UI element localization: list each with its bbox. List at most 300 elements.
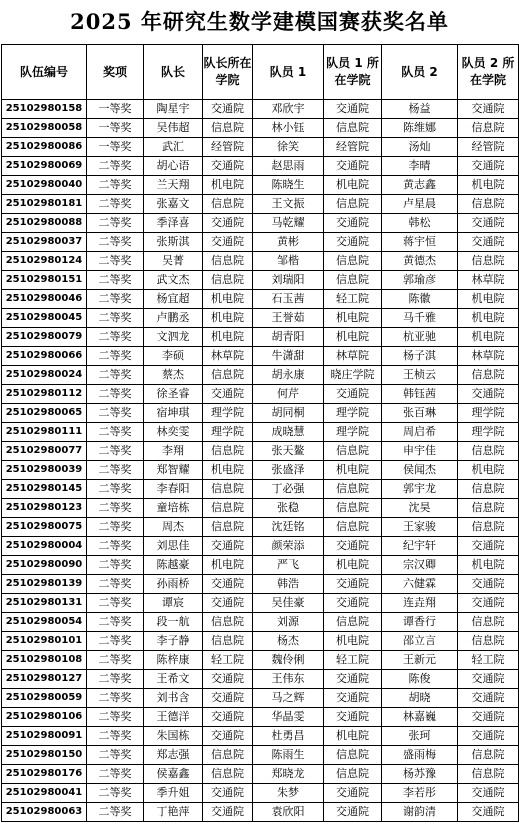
member2-cell: 陈维娜 [382,119,458,138]
member1-college-cell: 交通院 [324,233,382,252]
team-id-cell: 25102980090 [2,556,87,575]
team-id-cell: 25102980069 [2,157,87,176]
team-id-cell: 25102980091 [2,727,87,746]
member2-cell: 李若彤 [382,784,458,803]
member1-cell: 吴佳豪 [253,594,324,613]
captain-college-cell: 交通院 [203,689,253,708]
team-id-cell: 25102980075 [2,518,87,537]
member1-college-cell: 信息院 [324,613,382,632]
captain-cell: 谭宸 [144,594,203,613]
member1-college-cell: 交通院 [324,100,382,119]
team-id-cell: 25102980145 [2,480,87,499]
member1-college-cell: 交通院 [324,689,382,708]
member1-cell: 张天鳌 [253,442,324,461]
member1-cell: 袁欣阳 [253,803,324,822]
captain-cell: 文泗龙 [144,328,203,347]
member2-college-cell: 交通院 [458,100,519,119]
member2-cell: 张百琳 [382,404,458,423]
award-cell: 二等奖 [87,366,144,385]
table-row [2,328,519,347]
member1-college-cell: 信息院 [324,271,382,290]
table-row [2,556,519,575]
captain-cell: 吴菁 [144,252,203,271]
team-id-cell: 25102980077 [2,442,87,461]
member1-cell: 林小钰 [253,119,324,138]
member2-college-cell: 机电院 [458,461,519,480]
member2-college-cell: 交通院 [458,233,519,252]
table-row [2,404,519,423]
member1-cell: 黄彬 [253,233,324,252]
captain-college-cell: 交通院 [203,157,253,176]
award-cell: 二等奖 [87,708,144,727]
member1-college-cell: 信息院 [324,252,382,271]
member1-cell: 徐笑 [253,138,324,157]
table-row [2,613,519,632]
member2-cell: 郭宇龙 [382,480,458,499]
member2-college-cell: 信息院 [458,613,519,632]
member1-college-cell: 交通院 [324,385,382,404]
captain-college-cell: 交通院 [203,708,253,727]
member2-cell: 杨苏豫 [382,765,458,784]
team-id-cell: 25102980066 [2,347,87,366]
member2-college-cell: 交通院 [458,385,519,404]
member2-cell: 杨子淇 [382,347,458,366]
member1-college-cell: 信息院 [324,518,382,537]
member2-cell: 纪宇轩 [382,537,458,556]
member2-college-cell: 机电院 [458,290,519,309]
captain-cell: 朱国栋 [144,727,203,746]
member2-cell: 陈徽 [382,290,458,309]
captain-cell: 张斯淇 [144,233,203,252]
captain-college-cell: 林草院 [203,347,253,366]
captain-cell: 童培栋 [144,499,203,518]
captain-college-cell: 信息院 [203,480,253,499]
captain-cell: 刘书含 [144,689,203,708]
captain-cell: 武文杰 [144,271,203,290]
member2-cell: 谭香行 [382,613,458,632]
table-row [2,499,519,518]
award-cell: 二等奖 [87,309,144,328]
captain-cell: 郑智耀 [144,461,203,480]
member2-cell: 侯闻杰 [382,461,458,480]
member1-cell: 沈廷铭 [253,518,324,537]
member1-cell: 陈晓生 [253,176,324,195]
member2-college-cell: 信息院 [458,442,519,461]
member1-college-cell: 机电院 [324,632,382,651]
member1-cell: 杜勇昌 [253,727,324,746]
table-row [2,746,519,765]
award-cell: 二等奖 [87,556,144,575]
captain-cell: 杨宜超 [144,290,203,309]
member1-college-cell: 机电院 [324,461,382,480]
table-row [2,803,519,822]
table-row [2,708,519,727]
award-cell: 二等奖 [87,328,144,347]
member1-cell: 胡永康 [253,366,324,385]
member1-cell: 严飞 [253,556,324,575]
award-cell: 二等奖 [87,632,144,651]
captain-college-cell: 交通院 [203,100,253,119]
table-row [2,423,519,442]
table-row [2,594,519,613]
team-id-cell: 25102980112 [2,385,87,404]
member1-cell: 陈雨生 [253,746,324,765]
captain-cell: 蔡杰 [144,366,203,385]
table-row [2,271,519,290]
member1-college-cell: 信息院 [324,746,382,765]
member2-college-cell: 交通院 [458,157,519,176]
member1-college-cell: 信息院 [324,480,382,499]
member2-cell: 郭瑜彦 [382,271,458,290]
award-cell: 二等奖 [87,176,144,195]
member2-cell: 谢韵清 [382,803,458,822]
team-id-cell: 25102980086 [2,138,87,157]
member1-cell: 颜荣添 [253,537,324,556]
member1-cell: 刘源 [253,613,324,632]
captain-college-cell: 交通院 [203,575,253,594]
award-cell: 二等奖 [87,214,144,233]
member2-college-cell: 轻工院 [458,651,519,670]
member2-cell: 王家骏 [382,518,458,537]
captain-cell: 侯嘉鑫 [144,765,203,784]
member2-college-cell: 交通院 [458,784,519,803]
table-row [2,765,519,784]
member1-cell: 王伟东 [253,670,324,689]
team-id-cell: 25102980108 [2,651,87,670]
award-cell: 二等奖 [87,499,144,518]
member1-cell: 王誉茹 [253,309,324,328]
captain-college-cell: 交通院 [203,233,253,252]
member1-college-cell: 交通院 [324,157,382,176]
header-team-id: 队伍编号 [2,45,87,100]
captain-college-cell: 信息院 [203,252,253,271]
captain-college-cell: 机电院 [203,461,253,480]
captain-cell: 林奕雯 [144,423,203,442]
member2-cell: 杨益 [382,100,458,119]
member2-cell: 杭亚驰 [382,328,458,347]
team-id-cell: 25102980124 [2,252,87,271]
team-id-cell: 25102980040 [2,176,87,195]
member2-cell: 陈俊 [382,670,458,689]
captain-cell: 丁艳萍 [144,803,203,822]
table-row [2,347,519,366]
captain-cell: 李春阳 [144,480,203,499]
team-id-cell: 25102980054 [2,613,87,632]
member1-college-cell: 信息院 [324,765,382,784]
member1-college-cell: 交通院 [324,214,382,233]
member2-cell: 韩钰茜 [382,385,458,404]
team-id-cell: 25102980045 [2,309,87,328]
member2-college-cell: 机电院 [458,309,519,328]
member2-cell: 张珂 [382,727,458,746]
captain-college-cell: 交通院 [203,727,253,746]
member2-college-cell: 理学院 [458,423,519,442]
captain-college-cell: 信息院 [203,613,253,632]
captain-college-cell: 理学院 [203,404,253,423]
member2-cell: 林嘉巍 [382,708,458,727]
member1-college-cell: 交通院 [324,784,382,803]
member1-college-cell: 理学院 [324,423,382,442]
member1-cell: 邹楷 [253,252,324,271]
member2-college-cell: 信息院 [458,366,519,385]
table-row [2,518,519,537]
member2-cell: 周启希 [382,423,458,442]
table-row [2,632,519,651]
member1-college-cell: 信息院 [324,442,382,461]
captain-college-cell: 信息院 [203,119,253,138]
member2-cell: 黄德杰 [382,252,458,271]
captain-college-cell: 机电院 [203,328,253,347]
team-id-cell: 25102980106 [2,708,87,727]
header-captain-college: 队长所在学院 [203,45,253,100]
team-id-cell: 25102980176 [2,765,87,784]
award-table [1,44,519,822]
team-id-cell: 25102980088 [2,214,87,233]
table-row [2,727,519,746]
captain-cell: 李翔 [144,442,203,461]
member2-cell: 卢星晨 [382,195,458,214]
captain-college-cell: 交通院 [203,803,253,822]
table-row [2,157,519,176]
header-member1: 队员 1 [253,45,324,100]
team-id-cell: 25102980181 [2,195,87,214]
captain-cell: 兰天翔 [144,176,203,195]
table-row [2,309,519,328]
captain-college-cell: 信息院 [203,442,253,461]
table-row [2,385,519,404]
member1-cell: 马乾耀 [253,214,324,233]
table-body [2,100,519,822]
team-id-cell: 25102980150 [2,746,87,765]
member2-cell: 沈昊 [382,499,458,518]
team-id-cell: 25102980158 [2,100,87,119]
header-member2-college: 队员 2 所在学院 [458,45,519,100]
member1-cell: 朱梦 [253,784,324,803]
member2-college-cell: 信息院 [458,499,519,518]
captain-college-cell: 机电院 [203,290,253,309]
team-id-cell: 25102980101 [2,632,87,651]
captain-college-cell: 理学院 [203,423,253,442]
member1-cell: 郑晓龙 [253,765,324,784]
member2-cell: 黄志鑫 [382,176,458,195]
member2-college-cell: 交通院 [458,537,519,556]
table-row [2,575,519,594]
captain-college-cell: 交通院 [203,594,253,613]
table-row [2,138,519,157]
captain-college-cell: 交通院 [203,385,253,404]
award-cell: 二等奖 [87,575,144,594]
captain-college-cell: 交通院 [203,214,253,233]
member2-college-cell: 交通院 [458,670,519,689]
captain-cell: 李子静 [144,632,203,651]
captain-cell: 王德洋 [144,708,203,727]
captain-college-cell: 轻工院 [203,651,253,670]
member2-cell: 六健霖 [382,575,458,594]
member2-cell: 申宇佳 [382,442,458,461]
member1-college-cell: 轻工院 [324,290,382,309]
member1-college-cell: 信息院 [324,195,382,214]
captain-college-cell: 机电院 [203,556,253,575]
member2-cell: 王新元 [382,651,458,670]
member1-cell: 胡同桐 [253,404,324,423]
team-id-cell: 25102980151 [2,271,87,290]
team-id-cell: 25102980111 [2,423,87,442]
captain-cell: 张嘉文 [144,195,203,214]
team-id-cell: 25102980059 [2,689,87,708]
captain-cell: 郑志强 [144,746,203,765]
award-cell: 二等奖 [87,461,144,480]
captain-college-cell: 机电院 [203,176,253,195]
member2-college-cell: 交通院 [458,214,519,233]
table-row [2,290,519,309]
captain-cell: 季泽喜 [144,214,203,233]
table-row [2,784,519,803]
captain-college-cell: 信息院 [203,632,253,651]
team-id-cell: 25102980139 [2,575,87,594]
member1-college-cell: 交通院 [324,708,382,727]
table-row [2,233,519,252]
member2-cell: 胡晓 [382,689,458,708]
captain-cell: 卢鹏丞 [144,309,203,328]
member1-cell: 张稳 [253,499,324,518]
captain-college-cell: 信息院 [203,765,253,784]
award-cell: 二等奖 [87,195,144,214]
member1-college-cell: 机电院 [324,309,382,328]
table-row [2,537,519,556]
member1-college-cell: 晓庄学院 [324,366,382,385]
table-row [2,461,519,480]
member1-college-cell: 交通院 [324,670,382,689]
table-row [2,651,519,670]
team-id-cell: 25102980024 [2,366,87,385]
award-cell: 二等奖 [87,385,144,404]
member1-cell: 韩浩 [253,575,324,594]
captain-cell: 周杰 [144,518,203,537]
member1-cell: 丁必强 [253,480,324,499]
member1-college-cell: 交通院 [324,594,382,613]
table-row [2,252,519,271]
member1-cell: 杨杰 [253,632,324,651]
award-cell: 一等奖 [87,100,144,119]
captain-cell: 陈梓康 [144,651,203,670]
table-row [2,195,519,214]
award-cell: 二等奖 [87,518,144,537]
member1-college-cell: 机电院 [324,176,382,195]
member2-college-cell: 机电院 [458,556,519,575]
table-row [2,480,519,499]
member1-college-cell: 经管院 [324,138,382,157]
member2-college-cell: 交通院 [458,727,519,746]
table-row [2,689,519,708]
captain-cell: 王希文 [144,670,203,689]
header-member1-college: 队员 1 所在学院 [324,45,382,100]
member2-college-cell: 交通院 [458,689,519,708]
captain-cell: 吴伟超 [144,119,203,138]
captain-college-cell: 信息院 [203,746,253,765]
captain-cell: 季升姐 [144,784,203,803]
award-cell: 二等奖 [87,765,144,784]
captain-college-cell: 交通院 [203,537,253,556]
captain-cell: 武汇 [144,138,203,157]
member1-college-cell: 机电院 [324,328,382,347]
award-cell: 二等奖 [87,442,144,461]
team-id-cell: 25102980041 [2,784,87,803]
award-cell: 二等奖 [87,651,144,670]
member2-college-cell: 交通院 [458,708,519,727]
captain-cell: 陶星宇 [144,100,203,119]
member2-college-cell: 信息院 [458,119,519,138]
team-id-cell: 25102980039 [2,461,87,480]
header-row [2,45,519,100]
member1-cell: 石玉茜 [253,290,324,309]
captain-cell: 刘思佳 [144,537,203,556]
header-member2: 队员 2 [382,45,458,100]
captain-college-cell: 交通院 [203,784,253,803]
captain-college-cell: 机电院 [203,309,253,328]
member2-college-cell: 信息院 [458,518,519,537]
award-cell: 二等奖 [87,404,144,423]
table-row [2,442,519,461]
team-id-cell: 25102980058 [2,119,87,138]
captain-college-cell: 信息院 [203,366,253,385]
captain-college-cell: 交通院 [203,670,253,689]
team-id-cell: 25102980131 [2,594,87,613]
page-title: 2025 年研究生数学建模国赛获奖名单 [70,9,449,34]
member1-college-cell: 理学院 [324,404,382,423]
captain-college-cell: 信息院 [203,518,253,537]
member2-cell: 汤灿 [382,138,458,157]
captain-cell: 宿坤琪 [144,404,203,423]
member1-college-cell: 信息院 [324,499,382,518]
captain-college-cell: 信息院 [203,271,253,290]
member2-college-cell: 信息院 [458,746,519,765]
member1-cell: 马之辉 [253,689,324,708]
header-captain: 队长 [144,45,203,100]
member2-college-cell: 交通院 [458,803,519,822]
member1-cell: 刘瑞阳 [253,271,324,290]
member2-cell: 盛雨梅 [382,746,458,765]
team-id-cell: 25102980123 [2,499,87,518]
member1-college-cell: 交通院 [324,575,382,594]
team-id-cell: 25102980037 [2,233,87,252]
member2-college-cell: 信息院 [458,195,519,214]
captain-cell: 孙雨桥 [144,575,203,594]
header-award: 奖项 [87,45,144,100]
table-row [2,176,519,195]
member1-cell: 魏伶俐 [253,651,324,670]
member2-college-cell: 信息院 [458,632,519,651]
captain-cell: 胡心语 [144,157,203,176]
member1-college-cell: 机电院 [324,727,382,746]
award-cell: 二等奖 [87,423,144,442]
member2-college-cell: 信息院 [458,765,519,784]
captain-college-cell: 信息院 [203,499,253,518]
award-cell: 二等奖 [87,746,144,765]
member1-college-cell: 交通院 [324,803,382,822]
member2-cell: 邵立言 [382,632,458,651]
award-cell: 一等奖 [87,119,144,138]
award-cell: 二等奖 [87,670,144,689]
award-cell: 二等奖 [87,727,144,746]
captain-cell: 徐圣睿 [144,385,203,404]
award-cell: 二等奖 [87,347,144,366]
team-id-cell: 25102980065 [2,404,87,423]
team-id-cell: 25102980004 [2,537,87,556]
member2-college-cell: 理学院 [458,404,519,423]
member1-cell: 何芹 [253,385,324,404]
table-row [2,670,519,689]
member1-college-cell: 信息院 [324,119,382,138]
